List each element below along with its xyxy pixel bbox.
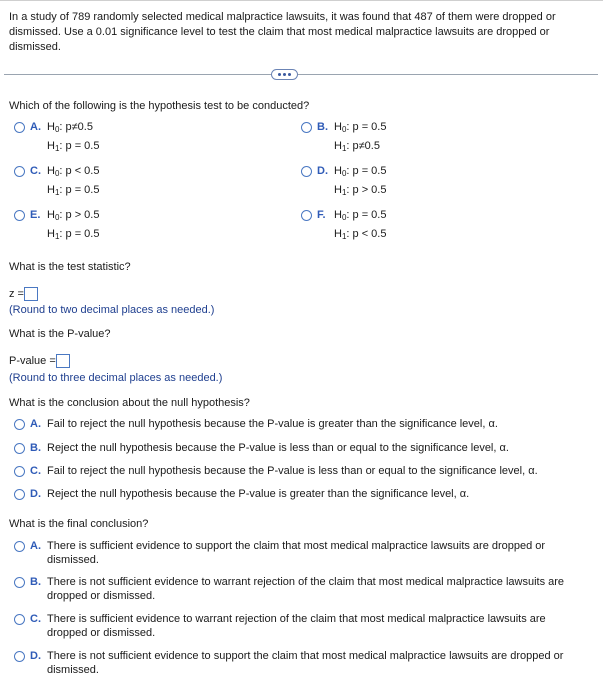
z-input[interactable] — [24, 287, 38, 301]
hypothesis-option-e[interactable]: $H_0$: p > 0.5 $H_1$: p = 0.5 — [47, 209, 100, 241]
null-conclusion-option-d[interactable]: Reject the null hypothesis because the P-value is greater than the significance level, α. — [47, 488, 470, 500]
radio-final-conclusion-b[interactable] — [14, 577, 25, 588]
option-letter: D. — [317, 165, 328, 177]
z-answer-row — [9, 287, 38, 301]
hypothesis-option-d[interactable]: $H_0$: p = 0.5 $H_1$: p > 0.5 — [334, 165, 387, 197]
final-conclusion-option-c[interactable]: There is sufficient evidence to warrant rejection of the claim that most medical malpractice lawsuits are dropped or dismissed. — [47, 613, 546, 639]
option-letter: B. — [317, 121, 328, 133]
question-test-statistic-prompt: What is the test statistic? — [9, 261, 131, 273]
option-letter: B. — [30, 442, 41, 454]
dot-icon — [278, 73, 281, 76]
radio-hypothesis-f[interactable] — [301, 210, 312, 221]
option-letter: D. — [30, 650, 41, 662]
option-letter: C. — [30, 165, 41, 177]
option-letter: B. — [30, 576, 41, 588]
top-border — [0, 0, 603, 1]
p-value-label: P-value = — [9, 355, 56, 367]
radio-hypothesis-a[interactable] — [14, 122, 25, 133]
option-letter: A. — [30, 121, 41, 133]
final-conclusion-option-d[interactable]: There is not sufficient evidence to support the claim that most medical malpractice lawsuits are dropped or dismissed. — [47, 650, 564, 676]
option-letter: E. — [30, 209, 41, 221]
option-letter: A. — [30, 540, 41, 552]
radio-null-conclusion-a[interactable] — [14, 419, 25, 430]
option-letter: D. — [30, 488, 41, 500]
radio-hypothesis-d[interactable] — [301, 166, 312, 177]
radio-hypothesis-c[interactable] — [14, 166, 25, 177]
dot-icon — [288, 73, 291, 76]
option-letter: C. — [30, 465, 41, 477]
question-final-conclusion-prompt: What is the final conclusion? — [9, 518, 149, 530]
more-dots-button[interactable] — [271, 69, 298, 80]
radio-final-conclusion-c[interactable] — [14, 614, 25, 625]
z-rounding-note: (Round to two decimal places as needed.) — [9, 304, 215, 316]
hypothesis-option-f[interactable]: $H_0$: p = 0.5 $H_1$: p < 0.5 — [334, 209, 387, 241]
radio-null-conclusion-d[interactable] — [14, 489, 25, 500]
question-hypothesis-prompt: Which of the following is the hypothesis test to be conducted? — [9, 100, 310, 112]
hypothesis-option-c[interactable]: $H_0$: p < 0.5 $H_1$: p = 0.5 — [47, 165, 100, 197]
dot-icon — [283, 73, 286, 76]
p-value-input[interactable] — [56, 354, 70, 368]
radio-hypothesis-b[interactable] — [301, 122, 312, 133]
question-null-conclusion-prompt: What is the conclusion about the null hypothesis? — [9, 397, 250, 409]
hypothesis-option-b[interactable]: $H_0$: p = 0.5 $H_1$: p≠0.5 — [334, 121, 387, 153]
question-p-value-prompt: What is the P-value? — [9, 328, 111, 340]
null-conclusion-option-b[interactable]: Reject the null hypothesis because the P-value is less than or equal to the significance level, α. — [47, 442, 509, 454]
p-value-rounding-note: (Round to three decimal places as needed.) — [9, 372, 223, 384]
radio-final-conclusion-d[interactable] — [14, 651, 25, 662]
null-conclusion-option-c[interactable]: Fail to reject the null hypothesis because the P-value is less than or equal to the significance level, α. — [47, 465, 538, 477]
radio-final-conclusion-a[interactable] — [14, 541, 25, 552]
final-conclusion-option-a[interactable]: There is sufficient evidence to support the claim that most medical malpractice lawsuits are dropped or dismissed. — [47, 540, 546, 566]
final-conclusion-option-b[interactable]: There is not sufficient evidence to warrant rejection of the claim that most medical malpractice lawsuits are dropped or dismissed. — [47, 576, 565, 602]
problem-statement: In a study of 789 randomly selected medical malpractice lawsuits, it was found that 487 of them were dropped or dismissed. Use a 0.01 significance level to test the claim that most medical malpractice lawsuits are dropped or dismissed. — [9, 11, 556, 53]
radio-null-conclusion-b[interactable] — [14, 443, 25, 454]
p-value-answer-row — [9, 354, 70, 368]
radio-null-conclusion-c[interactable] — [14, 466, 25, 477]
z-label: z = — [9, 288, 24, 300]
option-letter: F. — [317, 209, 326, 221]
option-letter: A. — [30, 418, 41, 430]
radio-hypothesis-e[interactable] — [14, 210, 25, 221]
null-conclusion-option-a[interactable]: Fail to reject the null hypothesis because the P-value is greater than the significance level, α. — [47, 418, 498, 430]
section-divider — [4, 74, 598, 75]
hypothesis-option-a[interactable]: $H_0$: p≠0.5 $H_1$: p = 0.5 — [47, 121, 100, 153]
option-letter: C. — [30, 613, 41, 625]
